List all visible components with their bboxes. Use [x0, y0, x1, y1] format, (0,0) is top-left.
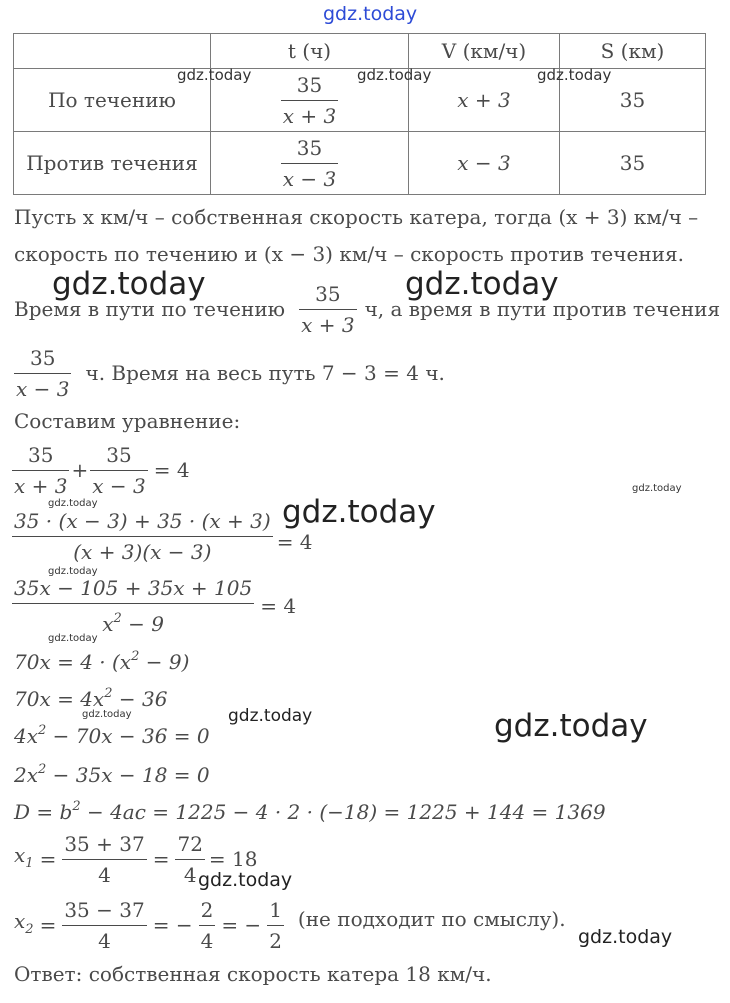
table-row-label: По течению: [14, 69, 211, 132]
fraction: [62, 832, 146, 887]
watermark: gdz.today: [537, 66, 612, 84]
fraction: [12, 576, 254, 636]
fraction-numerator: 35x − 105 + 35x + 105: [14, 576, 253, 600]
table-cell-speed: x − 3: [409, 132, 560, 195]
exponent: 2: [104, 686, 113, 701]
fraction-denominator: 4: [183, 862, 197, 887]
fraction: [199, 898, 216, 953]
paragraph-line: [14, 279, 720, 339]
fraction-denominator: 4: [200, 928, 214, 953]
table-header-empty: [14, 34, 211, 69]
fraction-numerator: 35 − 37: [64, 897, 145, 922]
watermark-top: gdz.today: [323, 3, 418, 25]
watermark: gdz.today: [48, 566, 98, 577]
subscript: 2: [25, 921, 34, 937]
watermark: gdz.today: [228, 706, 313, 726]
watermark: gdz.today: [282, 494, 436, 530]
watermark: gdz.today: [48, 633, 98, 644]
section-heading: Составим уравнение:: [14, 409, 241, 433]
watermark: gdz.today: [357, 66, 432, 84]
watermark: gdz.today: [177, 66, 252, 84]
table-header-distance: S (км): [560, 34, 706, 69]
table-cell-distance: 35: [560, 69, 706, 132]
fraction: [62, 898, 146, 953]
eq-part: 70x = 4 · (x: [14, 650, 132, 674]
eq-part: − 36: [112, 687, 168, 711]
watermark: gdz.today: [632, 483, 682, 494]
paragraph-line: [14, 343, 445, 403]
subscript: 1: [25, 855, 34, 871]
rhs: = 18: [208, 847, 258, 871]
den-tail: − 9: [121, 612, 164, 636]
fraction-numerator: 35: [296, 72, 323, 97]
fraction-denominator: (x + 3)(x − 3): [73, 539, 212, 564]
fraction: [12, 509, 273, 564]
table-row: [14, 132, 706, 195]
eq-part: 70x = 4x: [14, 687, 105, 711]
equation: [12, 506, 313, 566]
eq-part: D = b: [14, 800, 73, 824]
equation: [14, 795, 606, 824]
fraction-denominator: 4: [98, 928, 111, 953]
fraction: [90, 443, 147, 498]
text: ч. Время на весь путь 7 − 3 = 4 ч.: [85, 361, 445, 385]
fraction-numerator: 35 · (x − 3) + 35 · (x + 3): [14, 508, 271, 533]
fraction-denominator: x − 3: [16, 376, 70, 401]
note: (не подходит по смыслу).: [297, 907, 566, 931]
equation: [12, 576, 296, 636]
fraction-denominator: x + 3: [14, 473, 68, 498]
eq-part: 4x: [14, 724, 39, 748]
fraction: [281, 136, 338, 191]
watermark: gdz.today: [405, 266, 559, 302]
table-cell-speed: x + 3: [409, 69, 560, 132]
fraction: [299, 282, 356, 337]
fraction-denominator: x + 3: [282, 103, 337, 128]
fraction-numerator: 2: [200, 897, 214, 922]
var: x: [14, 842, 26, 867]
fraction-numerator: 35: [106, 442, 132, 467]
fraction-numerator: 1: [269, 897, 282, 922]
paragraph-line: скорость по течению и (x − 3) км/ч – скорость против течения.: [14, 242, 684, 266]
variable: [14, 909, 34, 942]
table-header-row: [14, 34, 706, 69]
equation: [14, 645, 189, 674]
fraction-numerator: 72: [177, 831, 203, 856]
fraction: [14, 346, 71, 401]
fraction: [267, 898, 284, 953]
eq-part: − 9): [139, 650, 190, 674]
fraction-denominator: x − 3: [92, 473, 146, 498]
operator: =: [39, 847, 57, 871]
variable: [14, 843, 34, 876]
operator: =: [39, 913, 57, 937]
rhs: = 4: [153, 458, 190, 482]
equation: [14, 682, 167, 711]
equation: [14, 758, 210, 787]
watermark: gdz.today: [578, 926, 673, 948]
text: ч, а время в пути против течения: [364, 297, 721, 321]
text: Время в пути по течению: [14, 297, 286, 321]
fraction: [12, 443, 69, 498]
table-header-speed: V (км/ч): [409, 34, 560, 69]
table-cell-time: [211, 132, 409, 195]
fraction-denominator: 4: [98, 862, 111, 887]
exponent: 2: [38, 762, 47, 777]
table-row-label: Против течения: [14, 132, 211, 195]
answer: Ответ: собственная скорость катера 18 км/ч.: [14, 962, 492, 986]
rhs: = 4: [260, 594, 297, 618]
operator: +: [71, 458, 89, 482]
eq-part: − 70x − 36 = 0: [46, 724, 210, 748]
operator: = −: [221, 913, 262, 937]
rhs: = 4: [276, 530, 313, 554]
fraction-denominator: [100, 604, 166, 636]
exponent: 2: [113, 611, 122, 626]
eq-part: 2x: [14, 763, 39, 787]
data-table: [13, 33, 706, 195]
fraction-numerator: 35: [30, 345, 56, 370]
fraction-numerator: 35 + 37: [64, 831, 145, 856]
exponent: 2: [38, 723, 47, 738]
operator: =: [152, 847, 170, 871]
watermark: gdz.today: [52, 266, 206, 302]
exponent: 2: [131, 649, 140, 664]
table-cell-distance: 35: [560, 132, 706, 195]
operator: = −: [152, 913, 193, 937]
fraction-denominator: x − 3: [282, 166, 337, 191]
watermark: gdz.today: [82, 709, 132, 720]
table-header-time: t (ч): [211, 34, 409, 69]
watermark: gdz.today: [494, 708, 648, 744]
fraction-numerator: 35: [296, 135, 323, 160]
fraction-denominator: 2: [269, 928, 282, 953]
fraction-denominator: x + 3: [301, 312, 355, 337]
equation: [14, 719, 210, 748]
fraction-numerator: 35: [28, 442, 54, 467]
eq-part: − 4ac = 1225 − 4 · 2 · (−18) = 1225 + 144 = 1369: [80, 800, 606, 824]
equation: [14, 894, 566, 956]
equation: [12, 440, 190, 500]
exponent: 2: [72, 799, 81, 814]
fraction-numerator: 35: [315, 281, 341, 306]
watermark: gdz.today: [198, 869, 293, 891]
watermark: gdz.today: [48, 498, 98, 509]
var: x: [14, 908, 26, 933]
fraction: [281, 73, 338, 128]
paragraph-line: Пусть x км/ч – собственная скорость катера, тогда (x + 3) км/ч –: [14, 205, 699, 229]
den-base: x: [102, 612, 114, 636]
eq-part: − 35x − 18 = 0: [46, 763, 210, 787]
